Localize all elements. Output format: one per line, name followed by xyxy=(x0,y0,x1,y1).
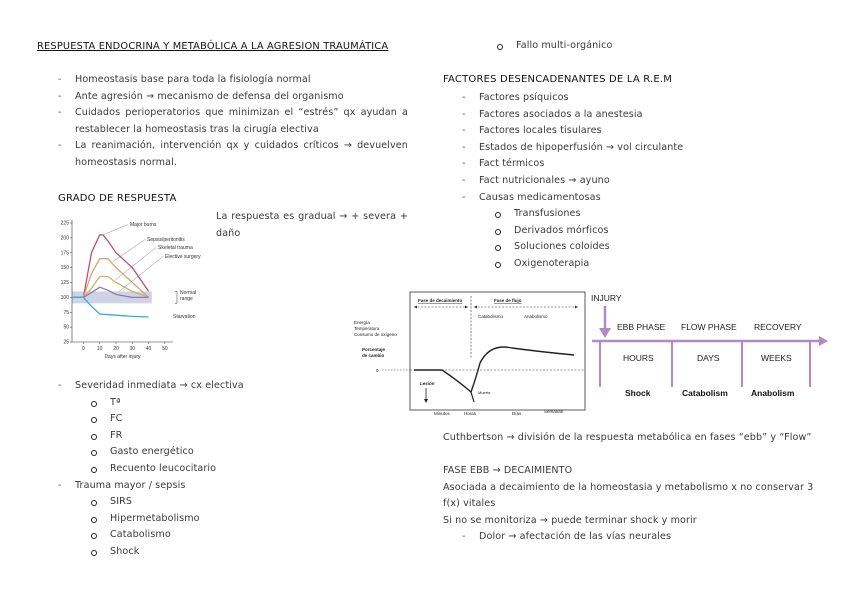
page-title: RESPUESTA ENDOCRINA Y METABÓLICA A LA AGRESION TRAUMÁTICA xyxy=(37,41,389,52)
lesion-label: Lesión xyxy=(420,381,435,386)
arrowhead xyxy=(599,328,611,338)
factores-list xyxy=(462,90,762,273)
phase-label: EBB PHASE xyxy=(617,322,666,332)
phases-timeline xyxy=(586,290,832,408)
series-line xyxy=(72,235,149,298)
list-item: - Factores asociados a la anestesia xyxy=(462,107,762,124)
tick-label: Días xyxy=(512,411,522,416)
diagram-frame xyxy=(410,292,585,410)
y-tick-label: 125 xyxy=(60,280,69,287)
normal-range-bracket xyxy=(175,291,177,303)
trauma-label: Trauma mayor / sepsis xyxy=(75,479,186,491)
phases-svg xyxy=(586,290,832,408)
leader-line xyxy=(116,248,156,280)
x-tick-label: 20 xyxy=(113,346,119,352)
arrowhead xyxy=(424,399,428,403)
grado-heading: GRADO DE RESPUESTA xyxy=(58,193,177,204)
state-label: Shock xyxy=(625,388,651,398)
leader-line xyxy=(113,240,145,262)
severity-label: Severidad inmediata → cx electiva xyxy=(75,380,244,391)
list-item: - Dolor → afectación de las vías neurales xyxy=(462,529,828,546)
list-item: SIRS xyxy=(91,494,398,511)
tick-label: Horas xyxy=(464,411,477,416)
list-item: Transfusiones xyxy=(495,206,762,223)
ylabel-line: Consumo de oxígeno xyxy=(354,332,397,337)
x-axis-label: Days after injury xyxy=(104,354,141,360)
phase-label: RECOVERY xyxy=(754,322,802,332)
sub1-label: Catabolismo xyxy=(478,314,504,319)
arrowhead xyxy=(414,306,417,309)
list-item: - Estados de hipoperfusión → vol circulante xyxy=(462,140,762,157)
right-top-subitem xyxy=(497,38,612,55)
y-tick-label: 100 xyxy=(60,294,69,301)
series-label: Major burns xyxy=(130,222,157,228)
response-chart-svg xyxy=(55,212,210,362)
leader-line xyxy=(103,225,128,235)
list-item: Shock xyxy=(91,544,398,561)
list-item: - Factores locales tisulares xyxy=(462,123,762,140)
series-label: Elective surgery xyxy=(165,254,201,260)
ylabel-line: Energía xyxy=(354,320,370,325)
duration-label: DAYS xyxy=(697,353,720,363)
y-tick-label: 225 xyxy=(60,220,69,227)
arrowhead xyxy=(465,306,468,309)
cuthbertson-text: Cuthbertson → división de la respuesta metabólica en fases “ebb” y “Flow” xyxy=(443,432,812,443)
x-tick-label: 50 xyxy=(162,346,168,352)
list-item xyxy=(58,378,398,395)
list-item: Soluciones coloides xyxy=(495,239,762,256)
series-label: Sepsis/peritonitis xyxy=(147,237,185,243)
list-item: - Ante agresión → mecanismo de defensa del organismo xyxy=(58,89,408,106)
zero-label: 0 xyxy=(376,368,379,373)
ebb-line: Asociada a decaimiento de la homeostasia y metabolismo x no conservar 3 f(x) vitales xyxy=(443,481,814,510)
list-item: FC xyxy=(91,411,398,428)
response-chart xyxy=(55,212,210,362)
list-item xyxy=(58,478,398,495)
severity-list xyxy=(58,378,398,561)
intro-list xyxy=(58,72,408,172)
ebb-line: Si no se monitoriza → puede terminar shock y morir xyxy=(443,514,697,526)
phase-label: FLOW PHASE xyxy=(681,322,737,332)
pct-label: Porcentaje xyxy=(362,347,386,352)
list-item: Gasto energético xyxy=(91,444,398,461)
series-label: Starvation xyxy=(173,314,196,320)
list-item: - La reanimación, intervención qx y cuidados críticos → devuelven homeostasis normal. xyxy=(58,138,408,171)
tick-label: Semanas xyxy=(544,409,564,414)
death-branch xyxy=(471,392,474,402)
ebb-flow-svg xyxy=(352,288,587,416)
arrowhead xyxy=(575,306,578,309)
arrowhead xyxy=(474,306,477,309)
state-label: Anabolism xyxy=(751,388,795,398)
x-tick-label: 10 xyxy=(96,346,103,352)
grado-text: La respuesta es gradual → + severa + daño xyxy=(216,211,408,239)
list-item: - Homeostasis base para toda la fisiología normal xyxy=(58,72,408,89)
ebb-flow-diagram xyxy=(352,288,587,416)
series-label: Skeletal trauma xyxy=(158,245,193,251)
list-item: - Fact térmicos xyxy=(462,156,762,173)
factores-heading: FACTORES DESENCADENANTES DE LA R.E.M xyxy=(443,74,673,85)
list-item: - Factores psíquicos xyxy=(462,90,762,107)
list-item: Derivados mórficos xyxy=(495,223,762,240)
injury-label: INJURY xyxy=(591,293,622,303)
state-label: Catabolism xyxy=(682,388,728,398)
sub2-label: Anabolismo xyxy=(524,314,548,319)
tick-label: Minutos xyxy=(434,411,450,416)
list-item: - Causas medicamentosas xyxy=(462,190,762,207)
list-item: Fallo multi-orgánico xyxy=(497,38,612,55)
list-item: - Fact nutricionales → ayuno xyxy=(462,173,762,190)
duration-label: WEEKS xyxy=(761,353,792,363)
ylabel-line: Temperatura xyxy=(354,326,380,331)
y-tick-label: 200 xyxy=(60,235,69,242)
y-tick-label: 25 xyxy=(63,339,69,346)
ebb-section xyxy=(443,463,828,546)
x-tick-label: 40 xyxy=(145,346,152,352)
list-item: Tª xyxy=(91,395,398,412)
list-item: - Cuidados perioperatorios que minimizan el “estrés” qx ayudan a restablecer la homeostasis tras la cirugía electiva xyxy=(58,105,408,138)
phase2-label: Fase de flujo xyxy=(494,298,522,303)
list-item: Catabolismo xyxy=(91,527,398,544)
y-tick-label: 175 xyxy=(60,250,69,257)
x-tick-label: 30 xyxy=(129,346,136,352)
list-item: Hipermetabolismo xyxy=(91,511,398,528)
list-item: Recuento leucocitario xyxy=(91,461,398,478)
phase1-label: Fase de decaimiento xyxy=(418,298,463,303)
y-tick-label: 75 xyxy=(63,309,69,316)
normal-range-label: range xyxy=(180,295,193,302)
arrowhead xyxy=(819,336,828,346)
list-item: Oxigenoterapia xyxy=(495,256,762,273)
ebb-heading: FASE EBB → DECAIMIENTO xyxy=(443,465,573,476)
list-item: FR xyxy=(91,428,398,445)
duration-label: HOURS xyxy=(623,353,654,363)
response-curve xyxy=(414,347,574,392)
x-tick-label: 0 xyxy=(82,346,85,352)
death-label: Muerte xyxy=(478,390,491,395)
pct-label: de cambio xyxy=(362,353,385,358)
y-tick-label: 150 xyxy=(60,265,69,272)
normal-range-label: Normal xyxy=(180,289,197,296)
y-tick-label: 50 xyxy=(63,324,69,331)
